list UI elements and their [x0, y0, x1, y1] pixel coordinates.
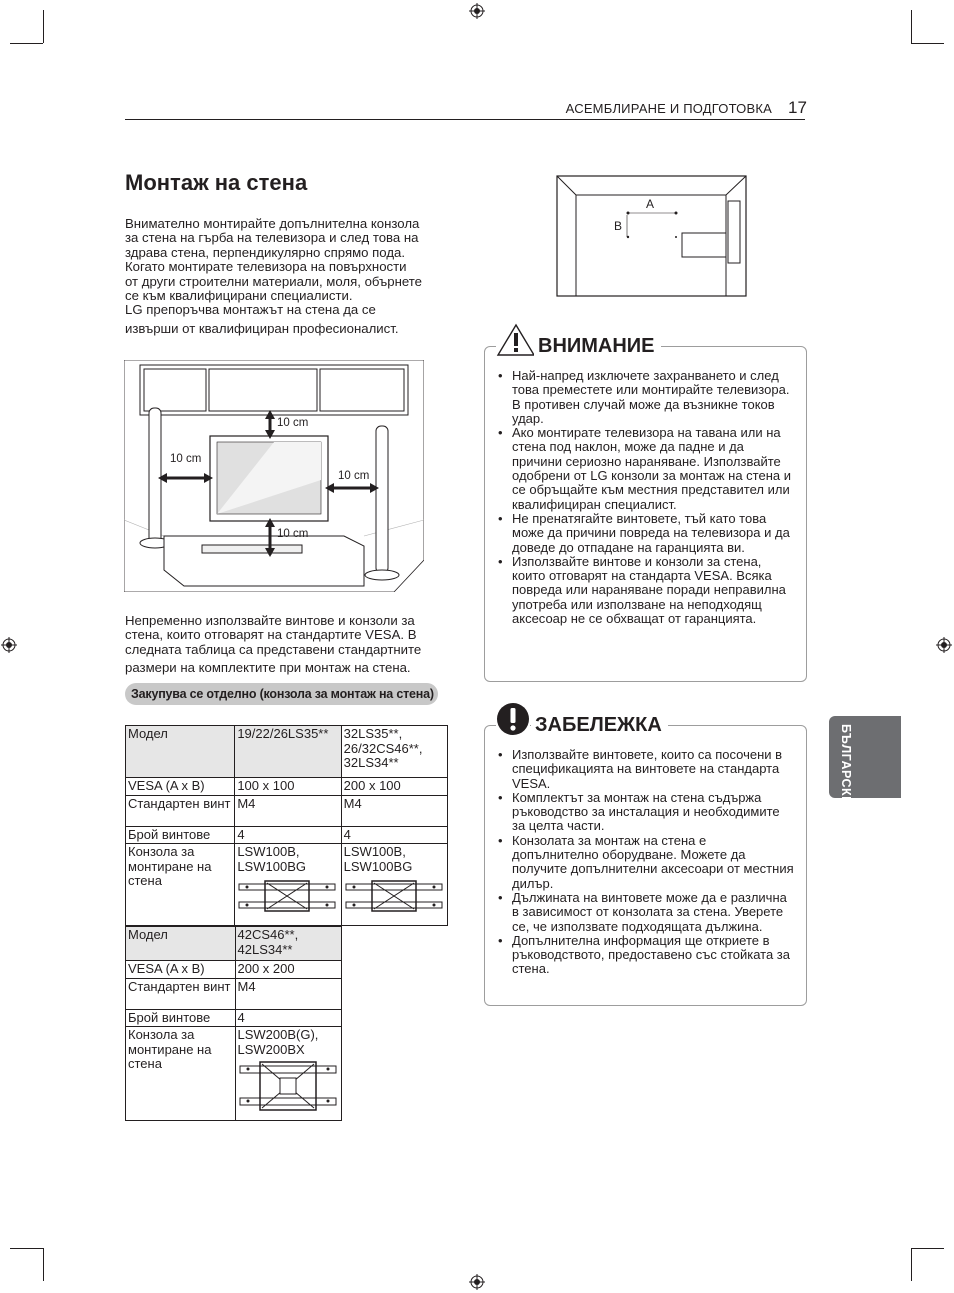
caution-item: • Най-напред изключете захранването и след това преместете или монтирайте телевизора. В противен случай може да възникне токов удар. — [485, 369, 795, 426]
registration-mark-icon — [469, 3, 485, 19]
table-cell: 200 x 100 — [341, 778, 447, 796]
bracket-model: LSW200B(G), LSW200BX — [237, 1027, 319, 1057]
table-row-label: VESA (A x B) — [126, 778, 235, 796]
intro-line: извърши от квалифициран професионалист. — [125, 320, 399, 336]
vesa-table-1 — [125, 725, 448, 926]
note-box — [484, 725, 807, 1006]
crop-mark — [911, 43, 944, 44]
crop-mark — [911, 1248, 944, 1249]
table-cell: 100 x 100 — [235, 778, 341, 796]
vesa-paragraph — [125, 614, 455, 676]
table-row-label: Конзола за монтиране на стена — [126, 1027, 236, 1121]
table-cell: 4 — [235, 826, 341, 844]
table-row-label: Стандартен винт — [126, 978, 236, 1009]
crop-mark — [911, 10, 912, 43]
table-row-label: Модел — [126, 927, 236, 961]
purchase-separately-label: Закупува се отделно (конзола за монтаж на стена) — [125, 683, 438, 705]
table-cell: M4 — [341, 795, 447, 826]
wall-bracket-icon — [237, 878, 337, 914]
exclamation-note-icon — [496, 702, 530, 736]
intro-line: Когато монтирате телевизора на повърхности — [125, 259, 407, 275]
crop-mark — [10, 1248, 43, 1249]
language-tab — [829, 716, 901, 806]
table-cell: 4 — [235, 1009, 342, 1027]
table-cell: 4 — [341, 826, 447, 844]
table-row-label: Конзола за монтиране на стена — [126, 844, 235, 926]
caution-item: • Използвайте винтове и конзоли за стена, които отговарят на стандарта VESA. Всяка повреда или нараняване поради неправилна употреба или използване на неподходящ аксесоар не се обхващат от гаранцията. — [485, 555, 795, 626]
clearance-bottom-label: 10 cm — [277, 528, 309, 540]
clearance-right-label: 10 cm — [338, 470, 370, 482]
table-cell — [341, 844, 447, 926]
clearance-top-label: 10 cm — [277, 417, 309, 429]
table-cell: 200 x 200 — [235, 961, 342, 979]
note-item: • Комплектът за монтаж на стена съдържа ръководство за инсталация и необходимите за целта части. — [485, 791, 795, 834]
table-row-label: Модел — [126, 726, 235, 778]
language-tab-label: БЪЛГАРСКИ — [839, 724, 853, 806]
table-row-label: Брой винтове — [126, 826, 235, 844]
page-number: 17 — [788, 98, 807, 117]
header-rule — [125, 119, 805, 120]
vesa-dimension-diagram — [556, 175, 747, 297]
wall-mount-clearance-illustration — [124, 360, 424, 592]
intro-paragraph — [125, 217, 455, 336]
note-title: ЗАБЕЛЕЖКА — [531, 714, 668, 737]
crop-mark — [43, 1248, 44, 1281]
table-row-label: Стандартен винт — [126, 795, 235, 826]
registration-mark-icon — [1, 637, 17, 653]
crop-mark — [10, 43, 43, 44]
crop-mark — [43, 10, 44, 43]
table-row-label: VESA (A x B) — [126, 961, 236, 979]
vesa-table-2 — [125, 926, 342, 1121]
table-cell: M4 — [235, 978, 342, 1009]
vesa-label-a: A — [646, 197, 655, 211]
table-cell: M4 — [235, 795, 341, 826]
note-item: • Допълнителна информация ще откриете в ръководството, предоставено със стойката за стена. — [485, 934, 795, 977]
table-cell — [235, 844, 341, 926]
vesa-line: стена, които отговарят на стандартите VESA. В — [125, 627, 417, 643]
clearance-left-label: 10 cm — [170, 453, 202, 465]
vesa-line: Непременно използвайте винтове и конзоли за — [125, 613, 415, 628]
page-title: Монтаж на стена — [125, 170, 308, 195]
section-header: АСЕМБЛИРАНЕ И ПОДГОТОВКА — [565, 101, 772, 116]
warning-triangle-icon — [496, 323, 536, 357]
intro-line: за стена на гърба на телевизора и след това на — [125, 230, 419, 246]
caution-item: • Ако монтирате телевизора на тавана или на стена под наклон, може да падне и да причини сериозно нараняване. Използвайте одобрени от LG конзоли за монтаж на стена и се обръщайте към местния представител или квалифициран специалист. — [485, 426, 795, 512]
vesa-line: следната таблица са представени стандартните — [125, 641, 422, 657]
intro-line: Внимателно монтирайте допълнителна конзола — [125, 216, 420, 231]
table-cell: 19/22/26LS35** — [235, 726, 341, 778]
crop-mark — [911, 1248, 912, 1281]
intro-line: LG препоръчва монтажът на стена да се — [125, 302, 376, 318]
intro-line: здрава стена, перпендикулярно спрямо пода. — [125, 244, 406, 260]
table-row-label: Брой винтове — [126, 1009, 236, 1027]
table-cell — [235, 1027, 342, 1121]
vesa-label-b: B — [614, 219, 623, 233]
vesa-line: размери на комплектите при монтаж на стена. — [125, 660, 411, 676]
note-item: • Конзолата за монтаж на стена е допълнително оборудване. Можете да получите допълнителни аксесоари от местния дилър. — [485, 834, 795, 891]
note-item: • Дължината на винтовете може да е различна в зависимост от конзолата за стена. Уверете се, че използвате подходящата дължина. — [485, 891, 795, 934]
caution-item: • Не пренатягайте винтовете, тъй като това може да причини повреда на телевизора и да доведе до отпадане на гаранцията ви. — [485, 512, 795, 555]
table-cell: 32LS35**, 26/32CS46**, 32LS34** — [341, 726, 447, 778]
registration-mark-icon — [936, 637, 952, 653]
table-cell: 42CS46**, 42LS34** — [235, 927, 342, 961]
wall-bracket-icon — [238, 1060, 338, 1112]
intro-line: се към квалифицирани специалисти. — [125, 288, 353, 304]
bracket-model: LSW100B, LSW100BG — [343, 844, 413, 874]
registration-mark-icon — [469, 1274, 485, 1290]
wall-bracket-icon — [344, 878, 444, 914]
caution-box — [484, 346, 807, 682]
bracket-model: LSW100B, LSW100BG — [237, 844, 306, 874]
caution-title: ВНИМАНИЕ — [534, 335, 661, 358]
intro-line: от други строителни материали, моля, обърнете — [125, 273, 422, 289]
note-item: • Използвайте винтовете, които са посочени в спецификацията на винтовете на стандарта VESA. — [485, 748, 795, 791]
